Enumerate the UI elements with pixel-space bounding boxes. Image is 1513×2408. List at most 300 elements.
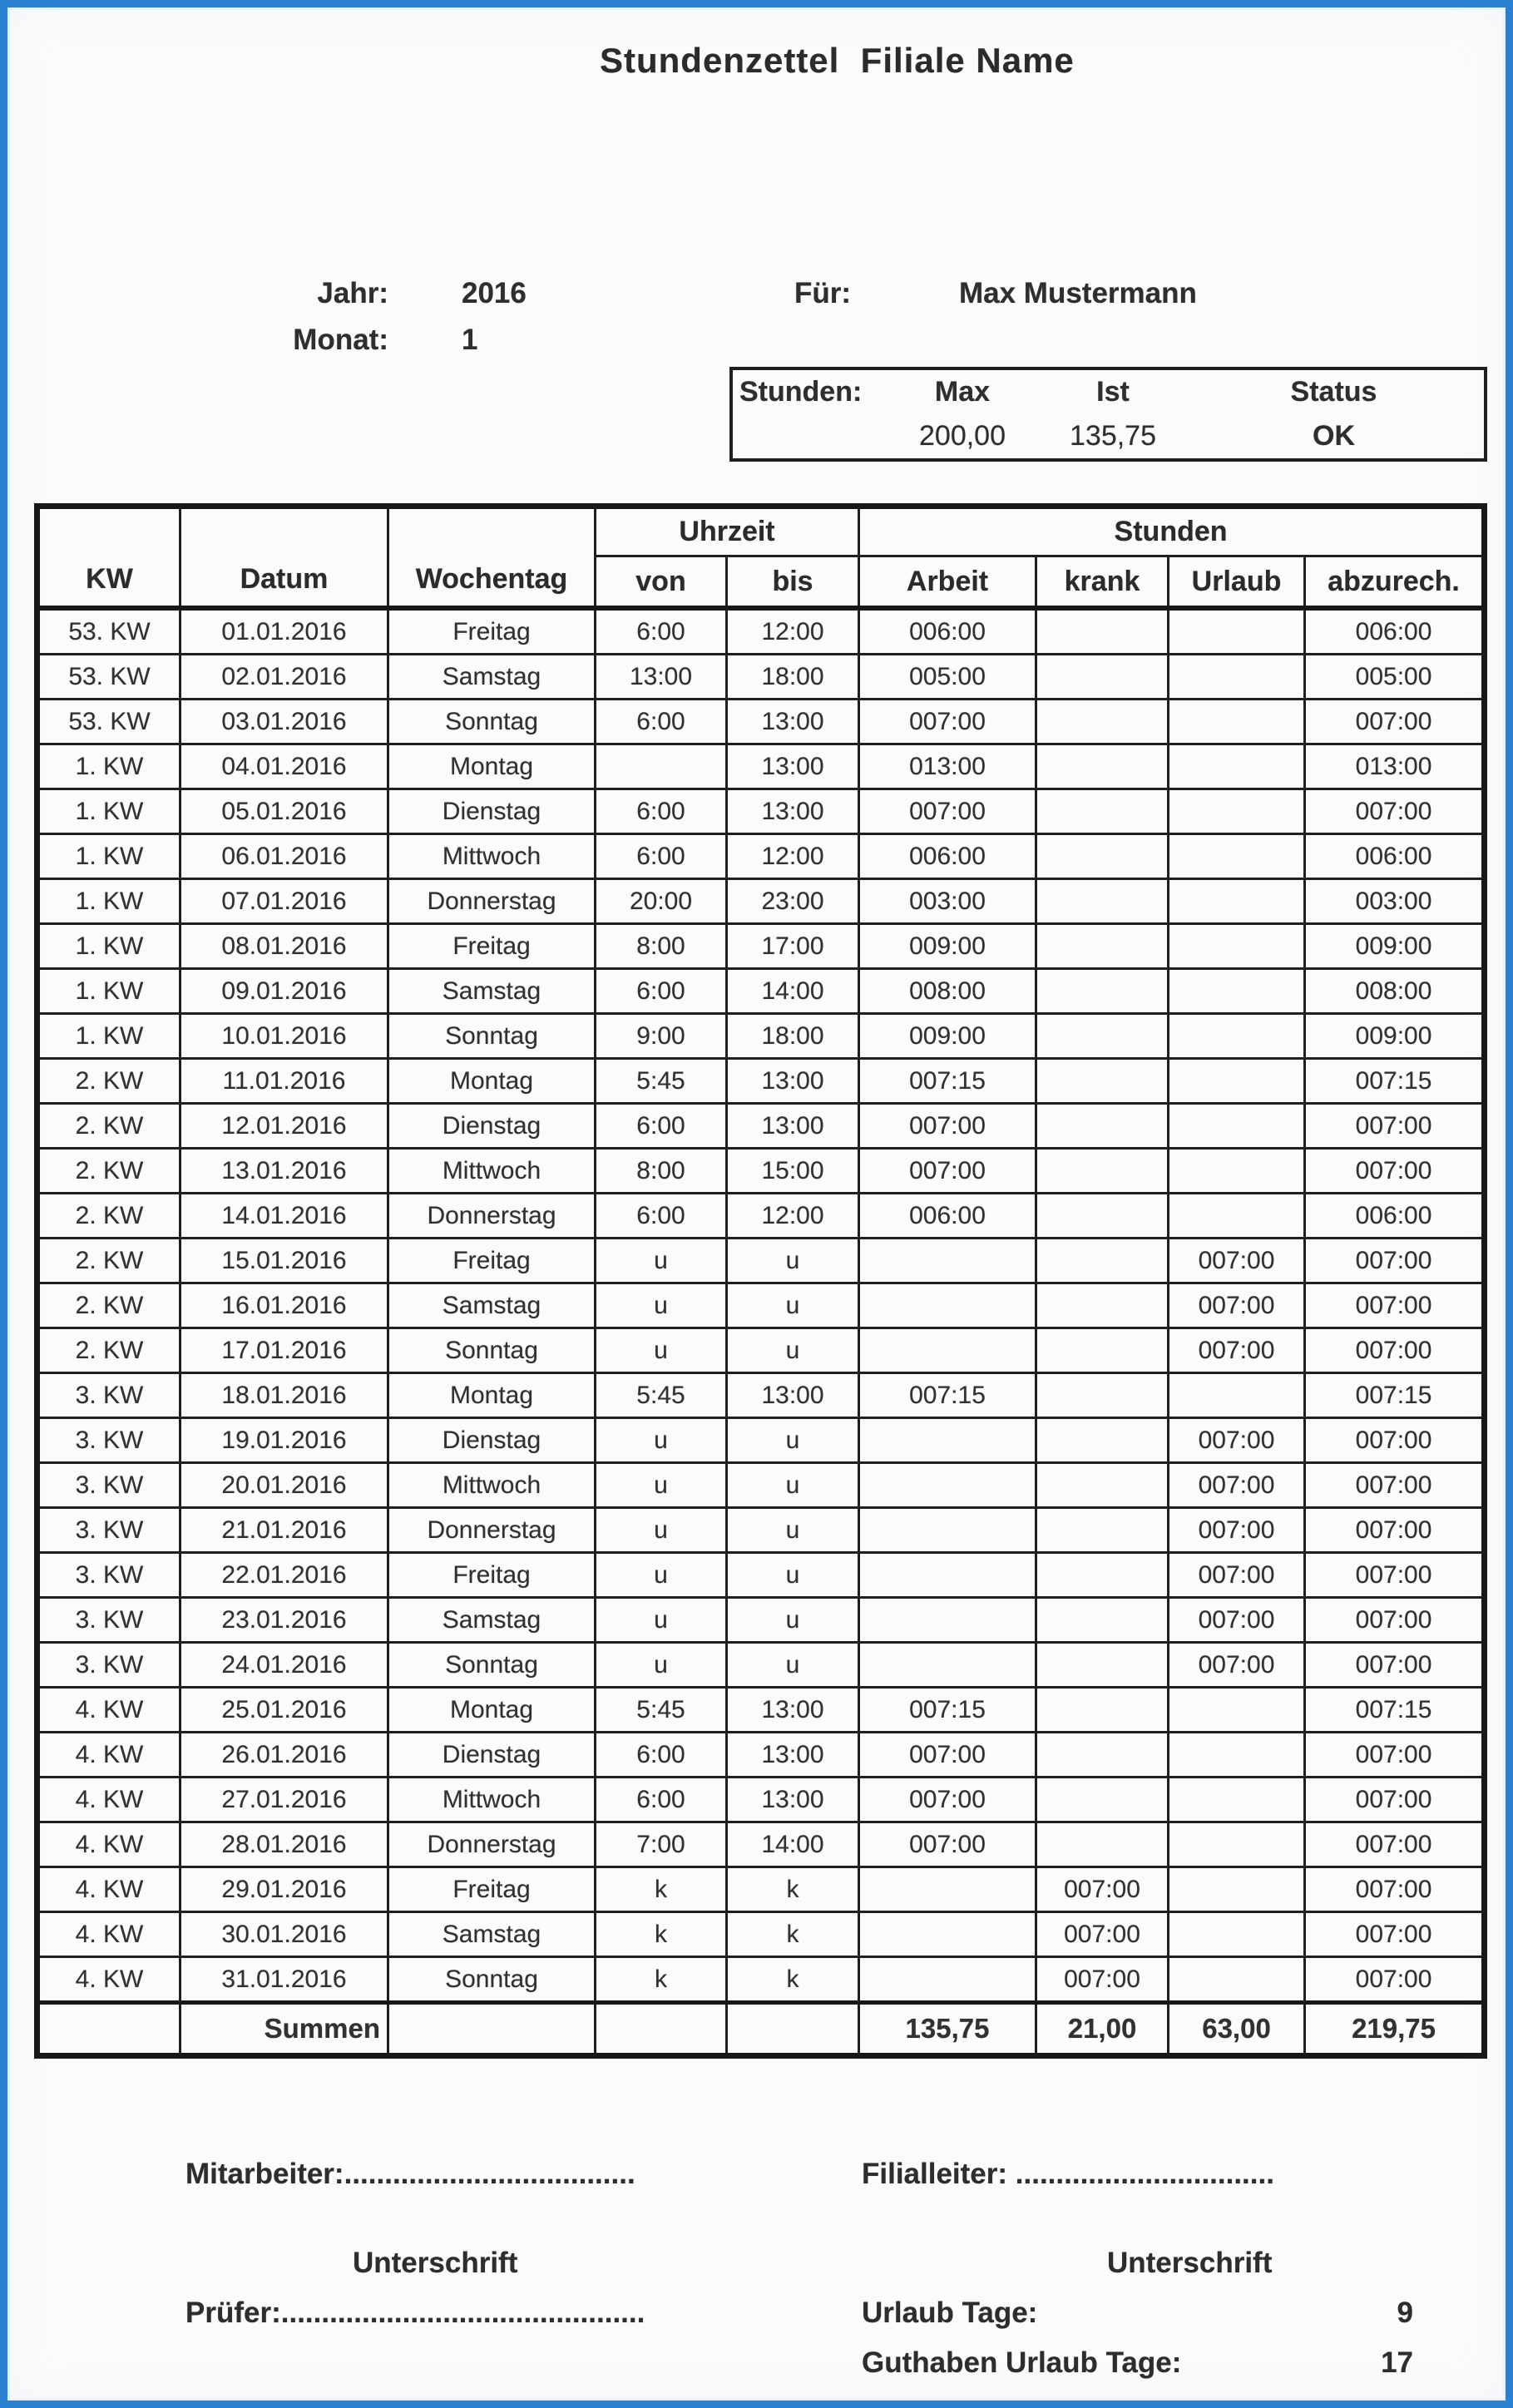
cell-urlaub [1169, 1822, 1305, 1867]
cell-wochentag: Sonntag [388, 1643, 596, 1688]
cell-arbeit: 007:15 [859, 1059, 1036, 1104]
table-row [37, 655, 1485, 700]
cell-wochentag: Samstag [388, 1912, 596, 1957]
meta-employee [794, 277, 1197, 310]
cell-von: 9:00 [596, 1014, 727, 1059]
cell-von: 5:45 [596, 1373, 727, 1418]
pruefer-signature-line [185, 2297, 645, 2330]
cell-urlaub [1169, 834, 1305, 879]
cell-bis: u [727, 1643, 859, 1688]
cell-wochentag: Donnerstag [388, 1508, 596, 1553]
cell-kw: 4. KW [37, 1957, 180, 2003]
cell-arbeit: 003:00 [859, 879, 1036, 924]
table-row [37, 1328, 1485, 1373]
cell-arbeit: 007:15 [859, 1688, 1036, 1733]
cell-bis: k [727, 1957, 859, 2003]
cell-urlaub [1169, 1733, 1305, 1778]
cell-kw: 1. KW [37, 744, 180, 789]
cell-von: u [596, 1553, 727, 1598]
cell-von: 8:00 [596, 1149, 727, 1194]
cell-wochentag: Montag [388, 1373, 596, 1418]
cell-wochentag: Donnerstag [388, 879, 596, 924]
cell-von: 6:00 [596, 1778, 727, 1822]
cell-krank [1036, 1373, 1169, 1418]
stunden-box-label: Stunden: [739, 376, 863, 408]
unterschrift-right-label: Unterschrift [1107, 2247, 1273, 2279]
cell-urlaub [1169, 789, 1305, 834]
guthaben-urlaub-tage-value: 17 [1381, 2346, 1413, 2379]
cell-urlaub [1169, 1688, 1305, 1733]
cell-abzurech: 007:00 [1305, 1508, 1485, 1553]
cell-urlaub: 007:00 [1169, 1643, 1305, 1688]
filialleiter-label: Filialleiter: [862, 2158, 1008, 2190]
cell-krank [1036, 1239, 1169, 1283]
cell-von: 5:45 [596, 1688, 727, 1733]
cell-bis: u [727, 1508, 859, 1553]
cell-wochentag: Freitag [388, 924, 596, 969]
cell-urlaub [1169, 1194, 1305, 1239]
summen-krank: 21,00 [1036, 2003, 1169, 2056]
cell-wochentag: Freitag [388, 608, 596, 655]
cell-urlaub [1169, 1867, 1305, 1912]
cell-von: 5:45 [596, 1059, 727, 1104]
cell-wochentag: Mittwoch [388, 1463, 596, 1508]
table-row [37, 1373, 1485, 1418]
cell-abzurech: 007:00 [1305, 1418, 1485, 1463]
summen-label: Summen [180, 2003, 388, 2056]
cell-abzurech: 007:00 [1305, 1104, 1485, 1149]
cell-arbeit: 007:00 [859, 1822, 1036, 1867]
timesheet-table [34, 503, 1487, 2059]
cell-arbeit [859, 1239, 1036, 1283]
cell-urlaub [1169, 608, 1305, 655]
cell-datum: 31.01.2016 [180, 1957, 388, 2003]
cell-urlaub: 007:00 [1169, 1328, 1305, 1373]
cell-abzurech: 007:00 [1305, 1283, 1485, 1328]
cell-wochentag: Samstag [388, 1283, 596, 1328]
table-row [37, 1643, 1485, 1688]
cell-datum: 10.01.2016 [180, 1014, 388, 1059]
cell-von: 13:00 [596, 655, 727, 700]
cell-datum: 27.01.2016 [180, 1778, 388, 1822]
cell-krank [1036, 1733, 1169, 1778]
cell-von: u [596, 1508, 727, 1553]
summen-empty-von [596, 2003, 727, 2056]
cell-abzurech: 007:00 [1305, 1239, 1485, 1283]
cell-datum: 22.01.2016 [180, 1553, 388, 1598]
fuer-label: Für: [794, 277, 852, 309]
cell-wochentag: Samstag [388, 1598, 596, 1643]
cell-datum: 13.01.2016 [180, 1149, 388, 1194]
cell-arbeit: 007:00 [859, 700, 1036, 744]
filialleiter-signature-line [862, 2158, 1274, 2191]
cell-kw: 2. KW [37, 1059, 180, 1104]
cell-krank [1036, 969, 1169, 1014]
cell-krank [1036, 879, 1169, 924]
cell-bis: k [727, 1867, 859, 1912]
cell-krank: 007:00 [1036, 1912, 1169, 1957]
cell-krank: 007:00 [1036, 1957, 1169, 2003]
summen-arbeit: 135,75 [859, 2003, 1036, 2056]
cell-von: 6:00 [596, 608, 727, 655]
cell-arbeit: 006:00 [859, 1194, 1036, 1239]
table-row [37, 924, 1485, 969]
cell-abzurech: 009:00 [1305, 924, 1485, 969]
cell-abzurech: 006:00 [1305, 834, 1485, 879]
cell-kw: 2. KW [37, 1283, 180, 1328]
cell-kw: 1. KW [37, 969, 180, 1014]
cell-kw: 1. KW [37, 924, 180, 969]
cell-urlaub [1169, 1149, 1305, 1194]
cell-wochentag: Montag [388, 1688, 596, 1733]
cell-datum: 01.01.2016 [180, 608, 388, 655]
cell-urlaub: 007:00 [1169, 1418, 1305, 1463]
table-row [37, 1867, 1485, 1912]
cell-urlaub [1169, 1373, 1305, 1418]
cell-urlaub [1169, 700, 1305, 744]
cell-abzurech: 007:00 [1305, 1867, 1485, 1912]
cell-datum: 21.01.2016 [180, 1508, 388, 1553]
cell-abzurech: 007:00 [1305, 1957, 1485, 2003]
cell-urlaub: 007:00 [1169, 1239, 1305, 1283]
cell-von: k [596, 1957, 727, 2003]
cell-krank [1036, 1553, 1169, 1598]
cell-bis: 12:00 [727, 834, 859, 879]
cell-urlaub [1169, 879, 1305, 924]
cell-von: u [596, 1328, 727, 1373]
cell-bis: 13:00 [727, 1733, 859, 1778]
cell-krank [1036, 1149, 1169, 1194]
cell-abzurech: 007:00 [1305, 1149, 1485, 1194]
ist-column-header: Ist [1096, 376, 1130, 408]
max-hours-value: 200,00 [919, 420, 1006, 452]
cell-kw: 4. KW [37, 1778, 180, 1822]
cell-krank [1036, 1463, 1169, 1508]
cell-von: 6:00 [596, 1733, 727, 1778]
table-row [37, 1463, 1485, 1508]
table-row [37, 1957, 1485, 2003]
urlaub-tage-value: 9 [1397, 2297, 1413, 2329]
cell-urlaub [1169, 969, 1305, 1014]
cell-bis: 23:00 [727, 879, 859, 924]
cell-datum: 24.01.2016 [180, 1643, 388, 1688]
cell-bis: 13:00 [727, 1778, 859, 1822]
cell-abzurech: 007:00 [1305, 1553, 1485, 1598]
table-row [37, 1822, 1485, 1867]
cell-krank [1036, 655, 1169, 700]
cell-kw: 4. KW [37, 1822, 180, 1867]
cell-kw: 2. KW [37, 1149, 180, 1194]
cell-abzurech: 005:00 [1305, 655, 1485, 700]
cell-abzurech: 007:00 [1305, 700, 1485, 744]
cell-wochentag: Donnerstag [388, 1822, 596, 1867]
cell-abzurech: 007:00 [1305, 1778, 1485, 1822]
cell-kw: 3. KW [37, 1418, 180, 1463]
table-row [37, 608, 1485, 655]
cell-von: 6:00 [596, 789, 727, 834]
mitarbeiter-label: Mitarbeiter: [185, 2158, 344, 2190]
cell-von: 6:00 [596, 834, 727, 879]
cell-von: 20:00 [596, 879, 727, 924]
table-row [37, 1104, 1485, 1149]
header-abzurech: abzurech. [1305, 556, 1485, 609]
table-row [37, 1912, 1485, 1957]
cell-datum: 28.01.2016 [180, 1822, 388, 1867]
cell-von: u [596, 1283, 727, 1328]
table-row [37, 879, 1485, 924]
cell-wochentag: Mittwoch [388, 834, 596, 879]
summen-abzurech: 219,75 [1305, 2003, 1485, 2056]
table-row [37, 1598, 1485, 1643]
table-row [37, 834, 1485, 879]
cell-bis: 13:00 [727, 789, 859, 834]
cell-abzurech: 007:00 [1305, 789, 1485, 834]
table-row [37, 700, 1485, 744]
cell-datum: 06.01.2016 [180, 834, 388, 879]
cell-von: 7:00 [596, 1822, 727, 1867]
cell-wochentag: Freitag [388, 1553, 596, 1598]
cell-bis: 12:00 [727, 1194, 859, 1239]
cell-urlaub [1169, 1059, 1305, 1104]
table-row [37, 1688, 1485, 1733]
cell-kw: 4. KW [37, 1688, 180, 1733]
cell-arbeit: 007:00 [859, 789, 1036, 834]
cell-kw: 53. KW [37, 655, 180, 700]
cell-kw: 3. KW [37, 1553, 180, 1598]
cell-arbeit [859, 1598, 1036, 1643]
cell-urlaub: 007:00 [1169, 1508, 1305, 1553]
cell-bis: 13:00 [727, 1373, 859, 1418]
cell-krank [1036, 1778, 1169, 1822]
summen-row [37, 2003, 1485, 2056]
cell-arbeit [859, 1283, 1036, 1328]
cell-krank [1036, 1508, 1169, 1553]
cell-kw: 2. KW [37, 1194, 180, 1239]
cell-krank [1036, 1104, 1169, 1149]
cell-von: 6:00 [596, 969, 727, 1014]
table-row [37, 1194, 1485, 1239]
cell-datum: 15.01.2016 [180, 1239, 388, 1283]
cell-urlaub: 007:00 [1169, 1463, 1305, 1508]
cell-bis: u [727, 1463, 859, 1508]
cell-von: k [596, 1912, 727, 1957]
cell-von: u [596, 1239, 727, 1283]
header-wochentag: Wochentag [388, 507, 596, 609]
cell-krank [1036, 1059, 1169, 1104]
cell-arbeit [859, 1508, 1036, 1553]
header-krank: krank [1036, 556, 1169, 609]
cell-arbeit: 007:00 [859, 1733, 1036, 1778]
cell-urlaub [1169, 1014, 1305, 1059]
cell-wochentag: Sonntag [388, 700, 596, 744]
unterschrift-left-label: Unterschrift [353, 2247, 518, 2279]
cell-urlaub [1169, 1912, 1305, 1957]
header-von: von [596, 556, 727, 609]
cell-wochentag: Montag [388, 744, 596, 789]
cell-arbeit [859, 1553, 1036, 1598]
table-row [37, 1239, 1485, 1283]
cell-wochentag: Dienstag [388, 789, 596, 834]
cell-wochentag: Samstag [388, 969, 596, 1014]
table-row [37, 1733, 1485, 1778]
cell-von: k [596, 1867, 727, 1912]
cell-arbeit: 008:00 [859, 969, 1036, 1014]
cell-kw: 3. KW [37, 1508, 180, 1553]
hours-summary-box [729, 367, 1487, 462]
status-value: OK [1313, 420, 1355, 452]
guthaben-urlaub-tage-label: Guthaben Urlaub Tage: [862, 2346, 1182, 2379]
cell-datum: 18.01.2016 [180, 1373, 388, 1418]
cell-bis: 13:00 [727, 744, 859, 789]
cell-arbeit [859, 1957, 1036, 2003]
cell-abzurech: 007:00 [1305, 1733, 1485, 1778]
cell-krank [1036, 1014, 1169, 1059]
cell-kw: 3. KW [37, 1598, 180, 1643]
cell-bis: 12:00 [727, 608, 859, 655]
cell-von: u [596, 1463, 727, 1508]
cell-urlaub [1169, 1957, 1305, 2003]
cell-datum: 14.01.2016 [180, 1194, 388, 1239]
cell-abzurech: 007:00 [1305, 1643, 1485, 1688]
cell-bis: 13:00 [727, 1104, 859, 1149]
cell-krank [1036, 608, 1169, 655]
timesheet-body [37, 608, 1485, 2003]
cell-abzurech: 007:00 [1305, 1463, 1485, 1508]
cell-arbeit: 013:00 [859, 744, 1036, 789]
cell-abzurech: 003:00 [1305, 879, 1485, 924]
cell-abzurech: 008:00 [1305, 969, 1485, 1014]
cell-wochentag: Sonntag [388, 1014, 596, 1059]
monat-label: Monat: [293, 324, 388, 356]
table-row [37, 1553, 1485, 1598]
cell-arbeit [859, 1643, 1036, 1688]
cell-abzurech: 007:00 [1305, 1598, 1485, 1643]
header-group-row [37, 507, 1485, 556]
cell-arbeit: 007:15 [859, 1373, 1036, 1418]
cell-krank [1036, 924, 1169, 969]
cell-urlaub [1169, 924, 1305, 969]
cell-urlaub [1169, 744, 1305, 789]
jahr-value: 2016 [462, 277, 527, 309]
cell-krank [1036, 1643, 1169, 1688]
cell-bis: 13:00 [727, 1059, 859, 1104]
cell-datum: 16.01.2016 [180, 1283, 388, 1328]
cell-abzurech: 009:00 [1305, 1014, 1485, 1059]
cell-urlaub [1169, 1778, 1305, 1822]
cell-wochentag: Sonntag [388, 1328, 596, 1373]
cell-krank [1036, 744, 1169, 789]
cell-bis: 13:00 [727, 1688, 859, 1733]
cell-krank [1036, 834, 1169, 879]
cell-kw: 2. KW [37, 1328, 180, 1373]
cell-datum: 30.01.2016 [180, 1912, 388, 1957]
table-row [37, 969, 1485, 1014]
mitarbeiter-dots: .................................... [344, 2158, 635, 2190]
urlaub-tage-label: Urlaub Tage: [862, 2297, 1038, 2329]
cell-datum: 08.01.2016 [180, 924, 388, 969]
cell-urlaub [1169, 655, 1305, 700]
cell-urlaub [1169, 1104, 1305, 1149]
table-row [37, 1418, 1485, 1463]
cell-arbeit: 006:00 [859, 834, 1036, 879]
jahr-label: Jahr: [317, 277, 388, 309]
max-column-header: Max [934, 376, 991, 408]
cell-wochentag: Mittwoch [388, 1778, 596, 1822]
cell-abzurech: 013:00 [1305, 744, 1485, 789]
cell-von: 6:00 [596, 1104, 727, 1149]
header-datum: Datum [180, 507, 388, 609]
cell-kw: 1. KW [37, 879, 180, 924]
cell-arbeit: 006:00 [859, 608, 1036, 655]
cell-von: u [596, 1418, 727, 1463]
cell-datum: 17.01.2016 [180, 1328, 388, 1373]
cell-kw: 1. KW [37, 789, 180, 834]
cell-bis: u [727, 1553, 859, 1598]
header-kw: KW [37, 507, 180, 609]
cell-wochentag: Donnerstag [388, 1194, 596, 1239]
cell-bis: 18:00 [727, 1014, 859, 1059]
cell-datum: 11.01.2016 [180, 1059, 388, 1104]
cell-datum: 12.01.2016 [180, 1104, 388, 1149]
cell-arbeit: 009:00 [859, 924, 1036, 969]
employee-name: Max Mustermann [959, 277, 1197, 309]
cell-datum: 20.01.2016 [180, 1463, 388, 1508]
cell-krank [1036, 1328, 1169, 1373]
summen-urlaub: 63,00 [1169, 2003, 1305, 2056]
cell-datum: 29.01.2016 [180, 1867, 388, 1912]
cell-datum: 02.01.2016 [180, 655, 388, 700]
cell-wochentag: Dienstag [388, 1733, 596, 1778]
meta-year-month [282, 277, 527, 357]
cell-bis: 14:00 [727, 1822, 859, 1867]
cell-wochentag: Samstag [388, 655, 596, 700]
cell-kw: 1. KW [37, 834, 180, 879]
cell-wochentag: Freitag [388, 1867, 596, 1912]
cell-wochentag: Montag [388, 1059, 596, 1104]
cell-abzurech: 006:00 [1305, 608, 1485, 655]
cell-krank [1036, 1194, 1169, 1239]
cell-kw: 3. KW [37, 1643, 180, 1688]
cell-kw: 3. KW [37, 1463, 180, 1508]
header-bis: bis [727, 556, 859, 609]
cell-kw: 53. KW [37, 608, 180, 655]
cell-abzurech: 007:00 [1305, 1328, 1485, 1373]
cell-krank [1036, 1688, 1169, 1733]
cell-abzurech: 006:00 [1305, 1194, 1485, 1239]
header-group-stunden: Stunden [859, 507, 1485, 556]
cell-arbeit: 007:00 [859, 1149, 1036, 1194]
cell-bis: u [727, 1598, 859, 1643]
cell-kw: 4. KW [37, 1912, 180, 1957]
table-row [37, 1014, 1485, 1059]
cell-urlaub: 007:00 [1169, 1553, 1305, 1598]
cell-wochentag: Dienstag [388, 1418, 596, 1463]
cell-abzurech: 007:15 [1305, 1688, 1485, 1733]
cell-urlaub: 007:00 [1169, 1283, 1305, 1328]
cell-arbeit [859, 1867, 1036, 1912]
cell-arbeit: 009:00 [859, 1014, 1036, 1059]
filialleiter-dots: ................................ [1007, 2158, 1274, 2190]
cell-von: u [596, 1643, 727, 1688]
mitarbeiter-signature-line [185, 2158, 635, 2191]
cell-datum: 19.01.2016 [180, 1418, 388, 1463]
cell-arbeit: 005:00 [859, 655, 1036, 700]
cell-abzurech: 007:00 [1305, 1912, 1485, 1957]
table-row [37, 744, 1485, 789]
cell-wochentag: Sonntag [388, 1957, 596, 2003]
cell-datum: 26.01.2016 [180, 1733, 388, 1778]
cell-krank [1036, 789, 1169, 834]
